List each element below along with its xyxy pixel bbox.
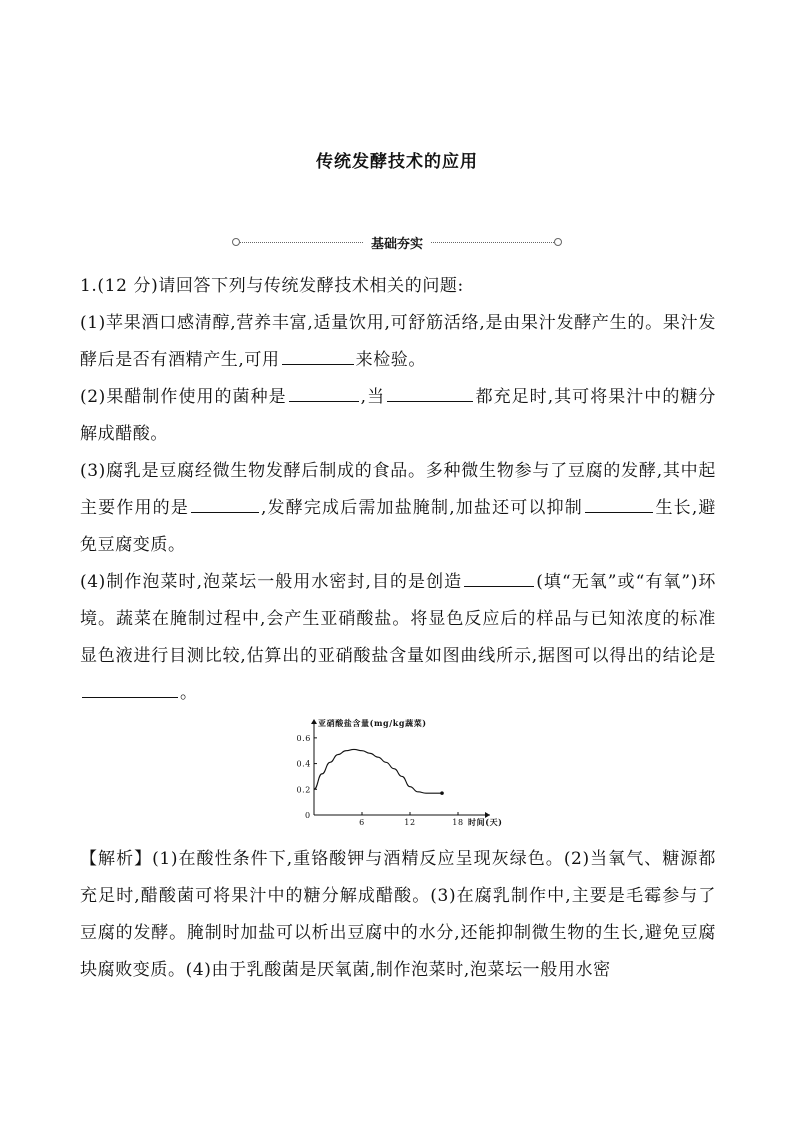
answer-blank-6[interactable]: [464, 568, 534, 587]
part-3-text-b: ,发酵完成后需加盐腌制,加盐还可以抑制: [260, 498, 583, 518]
y-axis-label: 亚硝酸盐含量(mg/kg蔬菜): [318, 718, 427, 728]
question-part-4: [80, 564, 716, 712]
part-4-text-b: (填“无氧”或“有氧”)环境。蔬菜在腌制过程中,会产生亚硝酸盐。将显色反应后的样品与已知浓度的标准显色液进行目测比较,估算出的亚硝酸盐含量如图曲线所示,据图可以得出的结论是: [80, 572, 717, 666]
y-tick-label: 0.2: [296, 785, 311, 795]
nitrite-chart-container: [80, 715, 716, 835]
question-part-3: [80, 453, 716, 564]
answer-blank-2[interactable]: [289, 383, 359, 402]
section-banner: [232, 232, 562, 252]
answer-blank-5[interactable]: [585, 494, 653, 513]
analysis-paragraph: [80, 841, 716, 989]
nitrite-curve: [314, 749, 442, 793]
question-intro: 1.(12 分)请回答下列与传统发酵技术相关的问题:: [80, 276, 464, 296]
banner-right-dot: [554, 238, 562, 246]
answer-blank-7[interactable]: [82, 679, 178, 698]
curve-end-point: [440, 791, 444, 795]
answer-blank-1[interactable]: [282, 346, 354, 365]
nitrite-chart: [292, 715, 512, 835]
banner-left-line: [240, 242, 363, 243]
answer-blank-3[interactable]: [387, 383, 473, 402]
section-label: 基础夯实: [371, 236, 424, 252]
part-1-text-b: 来检验。: [355, 350, 427, 370]
analysis-label: 【解析】: [80, 849, 153, 869]
part-3-text-a: (3)腐乳是豆腐经微生物发酵后制成的食品。多种微生物参与了豆腐的发酵,其中起主要作用的是: [80, 461, 716, 518]
y-axis-arrow: [311, 719, 317, 724]
analysis-text: (1)在酸性条件下,重铬酸钾与酒精反应呈现灰绿色。(2)当氧气、糖源都充足时,醋酸菌可将果汁中的糖分解成醋酸。(3)在腐乳制作中,主要是毛霉参与了豆腐的发酵。腌制时加盐可以析出豆腐中的水分,还能抑制微生物的生长,避免豆腐块腐败变质。(4)由于乳酸菌是厌氧菌,制作泡菜时,泡菜坛一般用水密: [80, 849, 716, 980]
part-2-text-a: (2)果醋制作使用的菌种是: [80, 387, 287, 407]
question-part-1: [80, 305, 716, 379]
part-3-text-c: 生长,避免豆腐变质。: [80, 498, 716, 555]
x-axis-label: 时间(天): [468, 817, 503, 827]
x-tick-label: 18: [452, 818, 464, 827]
part-4-text-a: (4)制作泡菜时,泡菜坛一般用水密封,目的是创造: [80, 572, 463, 592]
origin-label: 0: [305, 811, 311, 820]
answer-blank-4[interactable]: [191, 494, 259, 513]
question-content: [80, 268, 716, 989]
part-1-text-a: (1)苹果酒口感清醇,营养丰富,适量饮用,可舒筋活络,是由果汁发酵产生的。果汁发酵后是否有酒精产生,可用: [80, 313, 716, 370]
banner-right-line: [431, 242, 554, 243]
banner-left-dot: [232, 238, 240, 246]
y-tick-label: 0.4: [296, 759, 311, 769]
part-2-text-b: ,当: [360, 387, 386, 407]
page-title: 传统发酵技术的应用: [316, 152, 478, 172]
part-2-text-c: 都充足时,其可将果汁中的糖分解成醋酸。: [80, 387, 717, 444]
x-tick-label: 12: [404, 818, 416, 827]
part-4-text-c: 。: [180, 683, 198, 703]
x-tick-label: 6: [359, 818, 365, 827]
question-part-2: [80, 379, 716, 453]
y-tick-label: 0.6: [296, 733, 311, 743]
